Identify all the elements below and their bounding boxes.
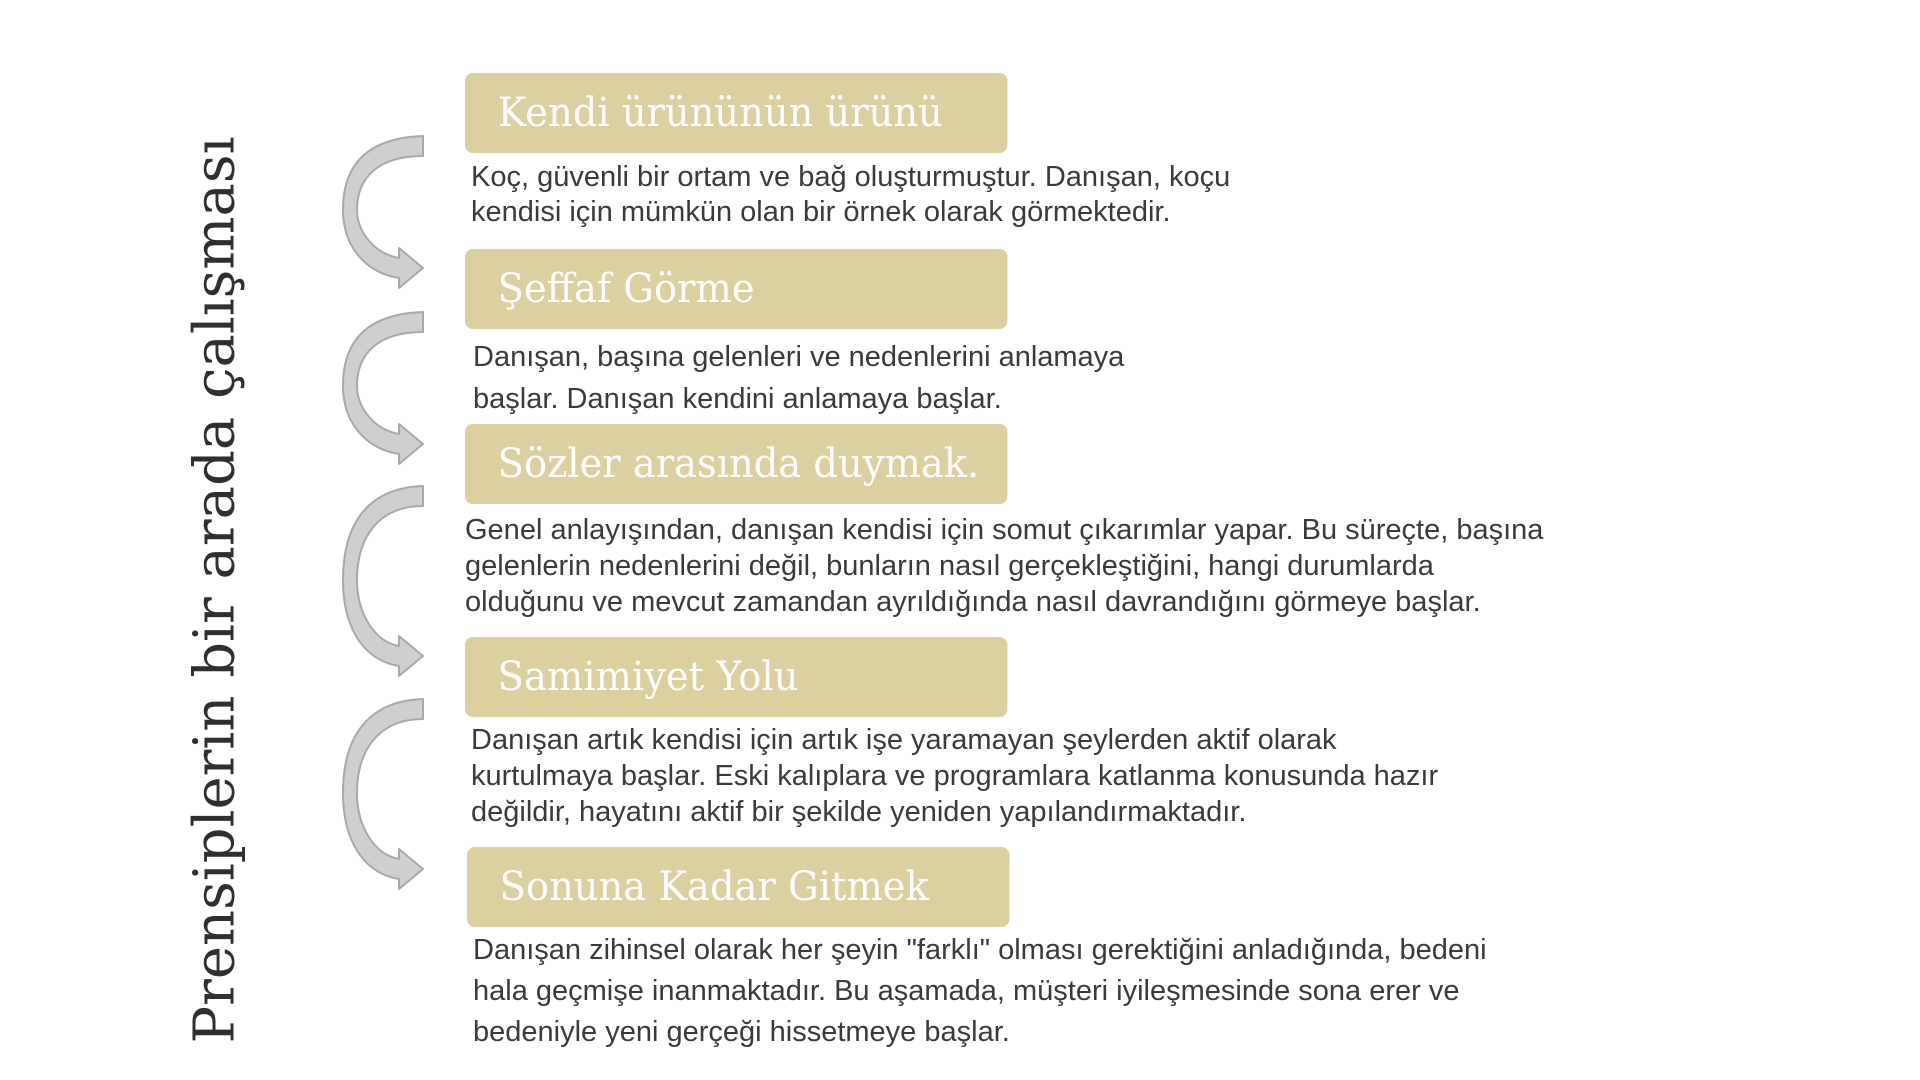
description-line: gelenlerin nedenlerini değil, bunların nasıl gerçekleştiğini, hangi durumlarda	[465, 550, 1434, 582]
curved-arrow-icon	[335, 132, 445, 292]
description-line: olduğunu ve mevcut zamandan ayrıldığında nasıl davrandığını görmeye başlar.	[465, 586, 1481, 618]
step-description	[473, 336, 1124, 420]
description-line: Danışan, başına gelenleri ve nedenlerini anlamaya	[473, 341, 1125, 373]
description-line: hala geçmişe inanmaktadır. Bu aşamada, müşteri iyileşmesinde sona erer ve	[473, 975, 1460, 1007]
page-title: Prensiplerin bir arada çalışması	[182, 136, 248, 1044]
step-heading: Sonuna Kadar Gitmek	[467, 847, 1009, 927]
step-description	[465, 512, 1543, 620]
description-line: bedeniyle yeni gerçeği hissetmeye başlar.	[473, 1016, 1010, 1048]
description-line: Danışan artık kendisi için artık işe yaramayan şeylerden aktif olarak	[471, 724, 1337, 756]
step-heading: Sözler arasında duymak.	[465, 424, 1007, 504]
description-line: kurtulmaya başlar. Eski kalıplara ve programlara katlanma konusunda hazır	[471, 760, 1439, 792]
description-line: Danışan zihinsel olarak her şeyin "farklı" olması gerektiğini anladığında, bedeni	[473, 934, 1487, 966]
step-description	[471, 722, 1438, 830]
description-line: kendisi için mümkün olan bir örnek olarak görmektedir.	[471, 196, 1171, 228]
description-line: Genel anlayışından, danışan kendisi için somut çıkarımlar yapar. Bu süreçte, başına	[465, 514, 1544, 546]
step-description	[471, 160, 1230, 230]
curved-arrow-icon	[335, 308, 445, 468]
step-heading: Kendi ürününün ürünü	[465, 73, 1007, 153]
description-line: değildir, hayatını aktif bir şekilde yeniden yapılandırmaktadır.	[471, 796, 1247, 828]
step-heading: Şeffaf Görme	[465, 249, 1007, 329]
curved-arrow-icon	[335, 695, 445, 895]
description-line: başlar. Danışan kendini anlamaya başlar.	[473, 383, 1002, 415]
step-description	[473, 930, 1487, 1053]
step-heading: Samimiyet Yolu	[465, 637, 1007, 717]
curved-arrow-icon	[335, 482, 445, 682]
description-line: Koç, güvenli bir ortam ve bağ oluşturmuştur. Danışan, koçu	[471, 161, 1231, 193]
